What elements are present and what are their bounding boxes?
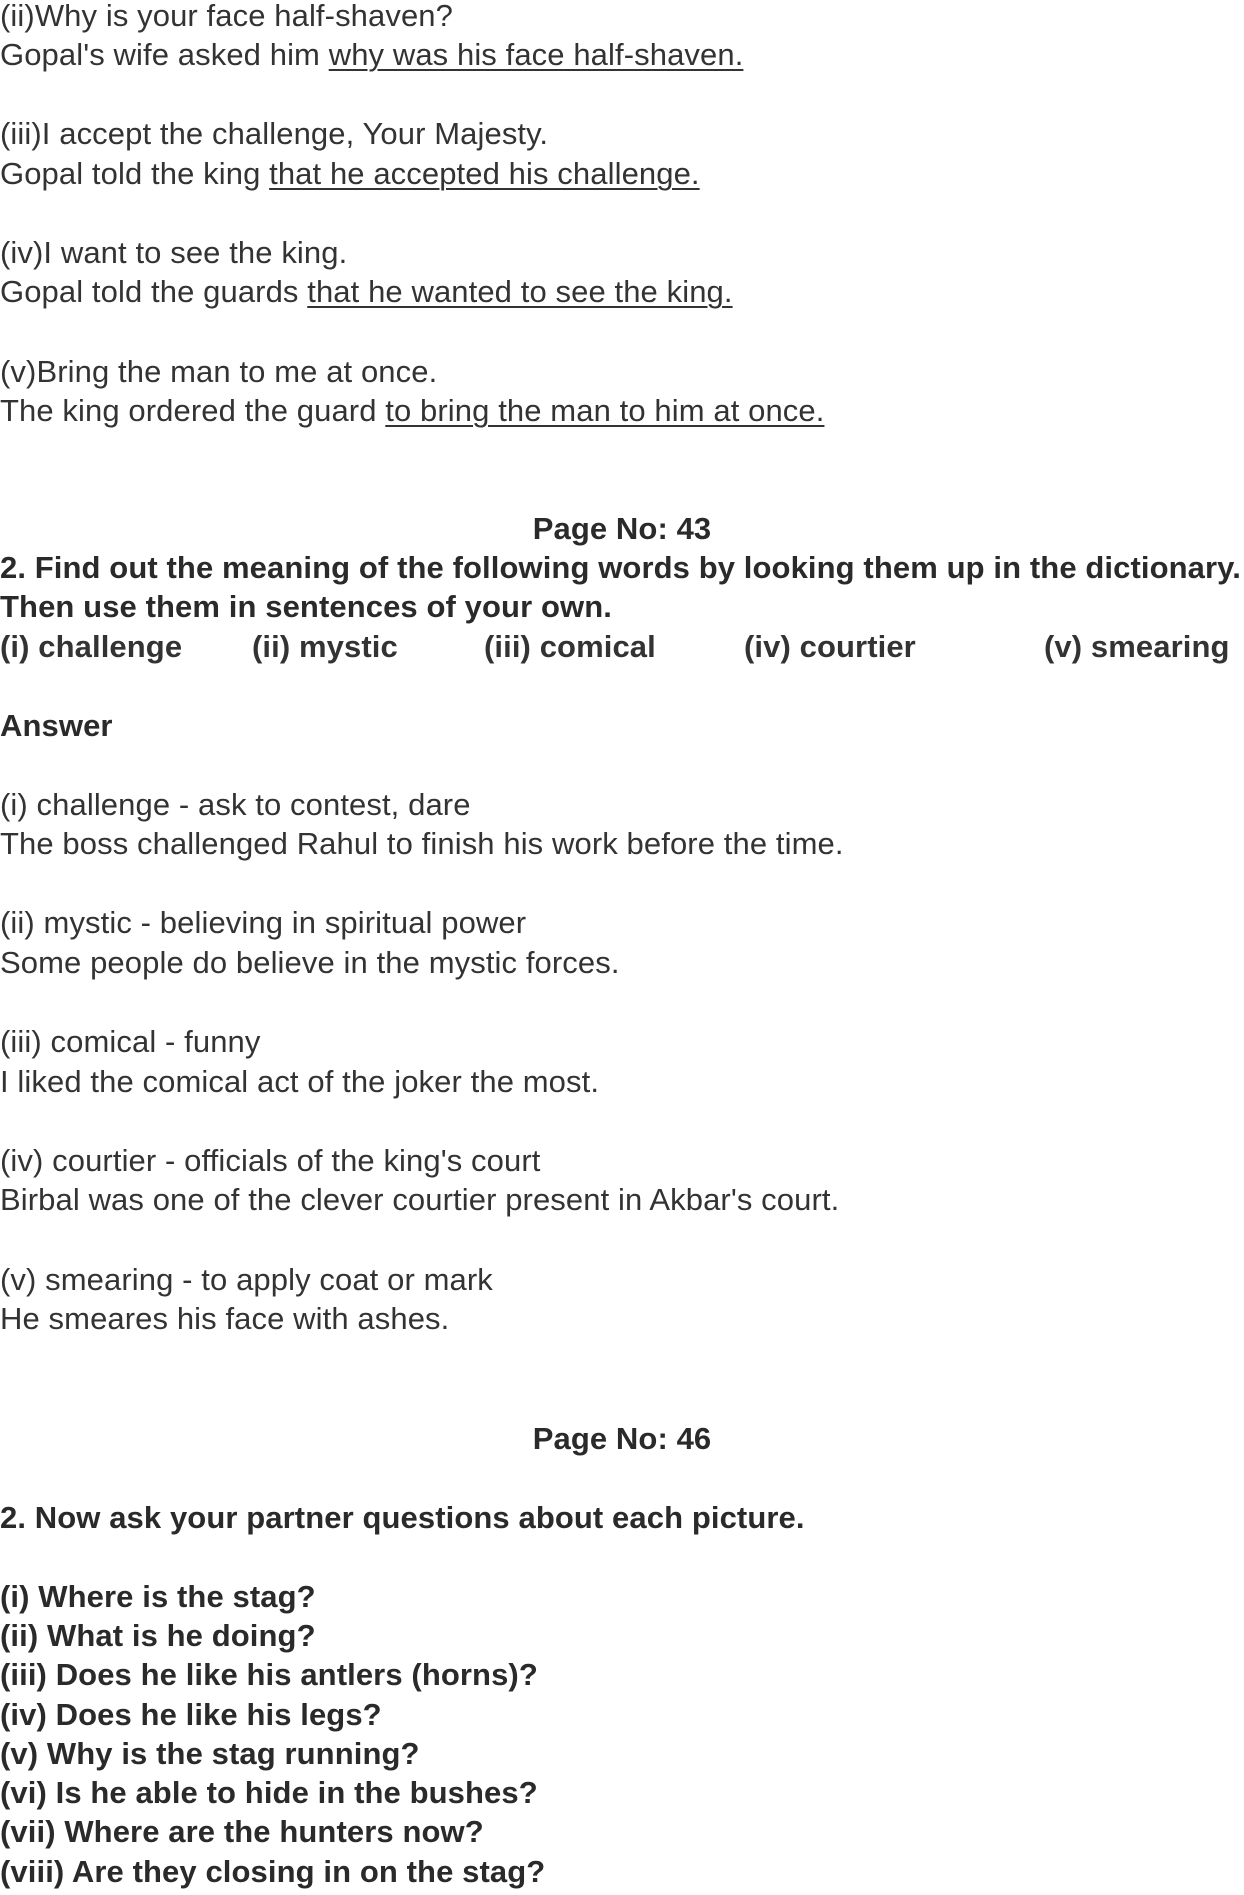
- meaning-challenge: (i) challenge - ask to contest, dare: [0, 787, 471, 822]
- question-2-line1: 2. Find out the meaning of the following words by looking them up in the dictionary.: [0, 550, 1241, 585]
- question-ii: (ii)Why is your face half-shaven?: [0, 0, 453, 33]
- answer-iv: [0, 272, 733, 312]
- answer-ii: [0, 35, 743, 75]
- question-v: (v)Bring the man to me at once.: [0, 354, 438, 389]
- sentence-comical: I liked the comical act of the joker the most.: [0, 1064, 600, 1099]
- meaning-comical: (iii) comical - funny: [0, 1024, 261, 1059]
- partner-question: (iii) Does he like his antlers (horns)?: [0, 1657, 538, 1692]
- answer-underlined: why was his face half-shaven.: [328, 37, 744, 72]
- answer-iii: [0, 154, 700, 194]
- answer-underlined: that he accepted his challenge.: [269, 156, 700, 191]
- answer-underlined: that he wanted to see the king.: [307, 274, 733, 309]
- meaning-smearing: (v) smearing - to apply coat or mark: [0, 1262, 493, 1297]
- sentence-challenge: The boss challenged Rahul to finish his work before the time.: [0, 826, 844, 861]
- word-item: (iv) courtier: [744, 629, 916, 664]
- question-iv: (iv)I want to see the king.: [0, 235, 348, 270]
- word-list: [0, 627, 1244, 667]
- answer-prefix: The king ordered the guard: [0, 393, 386, 428]
- partner-question: (iv) Does he like his legs?: [0, 1697, 382, 1732]
- partner-question: (viii) Are they closing in on the stag?: [0, 1854, 546, 1889]
- sentence-courtier: Birbal was one of the clever courtier present in Akbar's court.: [0, 1182, 840, 1217]
- sentence-smearing: He smeares his face with ashes.: [0, 1301, 450, 1336]
- partner-question: (v) Why is the stag running?: [0, 1736, 420, 1771]
- sentence-mystic: Some people do believe in the mystic forces.: [0, 945, 620, 980]
- answer-prefix: Gopal told the king: [0, 156, 270, 191]
- meaning-mystic: (ii) mystic - believing in spiritual power: [0, 905, 527, 940]
- meaning-courtier: (iv) courtier - officials of the king's court: [0, 1143, 541, 1178]
- word-item: (v) smearing: [1044, 629, 1230, 664]
- page-heading-46: Page No: 46: [532, 1421, 712, 1456]
- answer-v: [0, 391, 824, 431]
- partner-question: (i) Where is the stag?: [0, 1579, 316, 1614]
- word-item: (i) challenge: [0, 629, 183, 664]
- word-item: (ii) mystic: [252, 629, 398, 664]
- partner-question: (vii) Where are the hunters now?: [0, 1814, 484, 1849]
- answer-label: Answer: [0, 708, 113, 743]
- question-2-line2: Then use them in sentences of your own.: [0, 589, 612, 624]
- word-item: (iii) comical: [484, 629, 656, 664]
- answer-prefix: Gopal told the guards: [0, 274, 308, 309]
- partner-question: (ii) What is he doing?: [0, 1618, 316, 1653]
- question-2-partner: 2. Now ask your partner questions about each picture.: [0, 1500, 805, 1535]
- answer-prefix: Gopal's wife asked him: [0, 37, 329, 72]
- answer-underlined: to bring the man to him at once.: [385, 393, 825, 428]
- page-heading-43: Page No: 43: [532, 511, 712, 546]
- question-iii: (iii)I accept the challenge, Your Majesty.: [0, 116, 549, 151]
- partner-question: (vi) Is he able to hide in the bushes?: [0, 1775, 538, 1810]
